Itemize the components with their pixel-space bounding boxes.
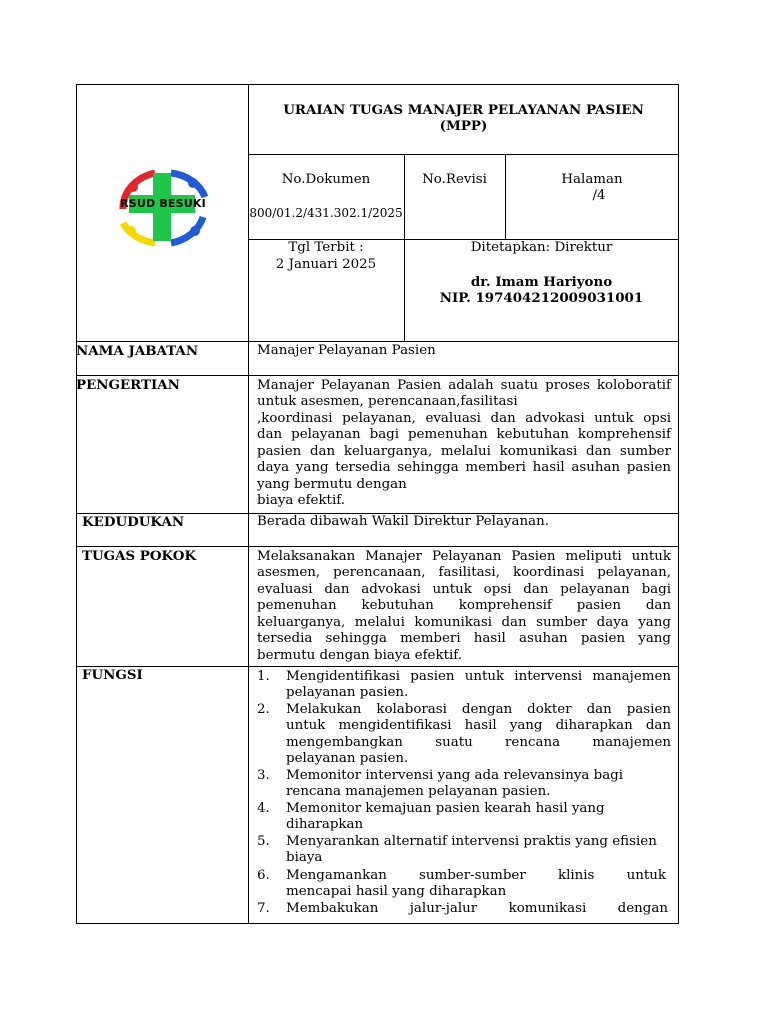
fungsi-item-line: pelayanan pasien. bbox=[286, 685, 409, 700]
fungsi-item-number: 4. bbox=[257, 801, 270, 816]
kedudukan-label: KEDUDUKAN bbox=[82, 514, 185, 530]
header-divider bbox=[248, 154, 679, 155]
pengertian-line: biaya efektif. bbox=[257, 493, 345, 508]
nama-jabatan-value: Manajer Pelayanan Pasien bbox=[257, 343, 436, 358]
fungsi-item-line: Menyarankan alternatif intervensi praktis yang efisien bbox=[286, 834, 657, 849]
tugas-pokok-line: evaluasi dan advokasi untuk opsi dan pelayanan bagi bbox=[257, 582, 671, 597]
tgl-terbit-value: 2 Januari 2025 bbox=[275, 257, 377, 272]
kedudukan-value: Berada dibawah Wakil Direktur Pelayanan. bbox=[257, 514, 549, 529]
fungsi-item-line: pelayanan pasien. bbox=[286, 751, 409, 766]
nama-jabatan-label: NAMA JABATAN bbox=[76, 343, 199, 359]
fungsi-item-line: Memonitor kemajuan pasien kearah hasil yang bbox=[286, 801, 605, 816]
fungsi-label: FUNGSI bbox=[82, 667, 143, 683]
fungsi-item-number: 3. bbox=[257, 768, 270, 783]
hospital-logo bbox=[111, 167, 215, 247]
pengertian-line: yang bermutu dengan bbox=[257, 477, 407, 492]
row-divider bbox=[76, 666, 679, 667]
tugas-pokok-line: Melaksanakan Manajer Pelayanan Pasien meliputi untuk bbox=[257, 549, 671, 564]
halaman-value: /4 bbox=[592, 188, 606, 203]
no-dokumen-label: No.Dokumen bbox=[281, 172, 371, 187]
fungsi-item-line: Melakukan kolaborasi dengan dokter dan pasien bbox=[286, 702, 671, 717]
fungsi-item-line: biaya bbox=[286, 850, 323, 865]
fungsi-item-line: mencapai hasil yang diharapkan bbox=[286, 884, 507, 899]
ditetapkan-label: Ditetapkan: Direktur bbox=[470, 240, 613, 255]
logo-text: RSUD BESUKI bbox=[120, 197, 206, 210]
tugas-pokok-line: pemenuhan kebutuhan komprehensif pasien dan bbox=[257, 598, 671, 613]
halaman-label: Halaman bbox=[561, 172, 623, 187]
row-divider bbox=[76, 375, 679, 376]
fungsi-item-line: rencana manajemen pelayanan pasien. bbox=[286, 784, 551, 799]
row-divider bbox=[76, 341, 679, 342]
header-divider bbox=[404, 154, 405, 242]
tugas-pokok-line: bermutu dengan biaya efektif. bbox=[257, 648, 462, 663]
pengertian-line: pasien dan keluarganya, melalui komunikasi dan sumber bbox=[257, 444, 671, 459]
pengertian-line: Manajer Pelayanan Pasien adalah suatu proses koloboratif bbox=[257, 378, 671, 393]
no-revisi-label: No.Revisi bbox=[422, 172, 487, 187]
tugas-pokok-line: tersedia sehingga memberi hasil asuhan pasien yang bbox=[257, 631, 671, 646]
pengertian-line: dan pelayanan bagi pemenuhan kebutuhan komprehensif bbox=[257, 427, 671, 442]
document-title-abbrev: (MPP) bbox=[439, 118, 488, 134]
header-divider bbox=[505, 154, 506, 239]
fungsi-item-line: Mengidentifikasi pasien untuk intervensi manajemen bbox=[286, 669, 671, 684]
fungsi-item-number: 5. bbox=[257, 834, 270, 849]
director-name: dr. Imam Hariyono bbox=[470, 274, 613, 290]
fungsi-item-number: 2. bbox=[257, 702, 270, 717]
tugas-pokok-label: TUGAS POKOK bbox=[82, 548, 197, 564]
fungsi-item-number: 7. bbox=[257, 901, 270, 916]
fungsi-item-line: diharapkan bbox=[286, 817, 364, 832]
tgl-terbit-label: Tgl Terbit : bbox=[288, 240, 364, 255]
pengertian-line: ,koordinasi pelayanan, evaluasi dan advokasi untuk opsi bbox=[257, 411, 671, 426]
fungsi-item-line: untuk mengidentifikasi hasil yang diharapkan dan bbox=[286, 718, 671, 733]
row-divider bbox=[76, 546, 679, 547]
tugas-pokok-line: keluarganya, melalui komunikasi dan sumber daya yang bbox=[257, 615, 671, 630]
tugas-pokok-line: asesmen, perencanaan, fasilitasi, koordinasi pelayanan, bbox=[257, 565, 671, 580]
pengertian-line: untuk asesmen, perencanaan,fasilitasi bbox=[257, 394, 518, 409]
pengertian-label: PENGERTIAN bbox=[76, 377, 180, 393]
fungsi-item-line: Mengamankan sumber-sumber klinis untuk bbox=[286, 868, 666, 883]
document-page bbox=[76, 84, 679, 924]
director-nip: NIP. 197404212009031001 bbox=[439, 290, 644, 306]
fungsi-item-line: mengembangkan suatu rencana manajemen bbox=[286, 735, 671, 750]
fungsi-item-line: Memonitor intervensi yang ada relevansinya bagi bbox=[286, 768, 624, 783]
document-title: URAIAN TUGAS MANAJER PELAYANAN PASIEN bbox=[283, 102, 644, 118]
no-dokumen-value: 800/01.2/431.302.1/2025 bbox=[249, 206, 403, 220]
pengertian-line: daya yang tersedia sehingga memberi hasil asuhan pasien bbox=[257, 460, 671, 475]
fungsi-item-number: 1. bbox=[257, 669, 270, 684]
fungsi-item-number: 6. bbox=[257, 868, 270, 883]
fungsi-item-line: Membakukan jalur-jalur komunikasi dengan bbox=[286, 901, 668, 916]
